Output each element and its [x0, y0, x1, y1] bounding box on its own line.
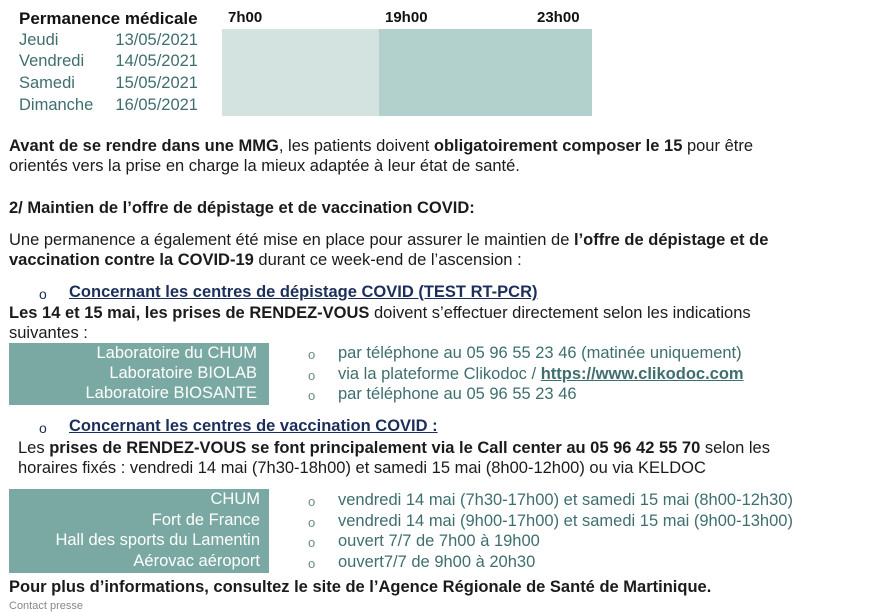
center-info: ouvert7/7 de 9h00 à 20h30	[338, 553, 536, 571]
lab-name: Laboratoire BIOLAB	[109, 364, 257, 382]
depistage-text: doivent s’effectuer directement selon les indications	[369, 304, 751, 322]
center-info: vendredi 14 mai (7h30-17h00) et samedi 15 mai (8h00-12h30)	[338, 491, 793, 509]
center-info: ouvert 7/7 de 7h00 à 19h00	[338, 532, 540, 550]
section-2-line-2	[9, 250, 522, 270]
schedule-date: 14/05/2021	[115, 52, 198, 70]
intro-bold-mmg: Avant de se rendre dans une MMG	[9, 137, 279, 155]
schedule-slot-evening	[379, 29, 592, 116]
section-2-line-1	[9, 230, 768, 250]
sub-bullet-icon: o	[308, 556, 316, 571]
hour-label-7h: 7h00	[228, 9, 263, 26]
schedule-day: Jeudi	[19, 31, 59, 49]
lab-name: Laboratoire BIOSANTE	[85, 384, 257, 402]
sub-bullet-icon: o	[308, 494, 316, 509]
lab-info: par téléphone au 05 96 55 23 46 (matinée uniquement)	[338, 344, 742, 362]
sub-bullet-icon: o	[308, 515, 316, 530]
lab-name: Laboratoire du CHUM	[96, 344, 257, 362]
intro-text: pour être	[682, 137, 753, 155]
bullet-icon: o	[39, 286, 47, 302]
schedule-day: Dimanche	[19, 96, 94, 114]
depistage-line-2: suivantes :	[9, 324, 88, 342]
schedule-title: Permanence médicale	[19, 9, 198, 28]
lab-info-text: via la plateforme Clikodoc /	[338, 365, 541, 383]
center-info: vendredi 14 mai (9h00-17h00) et samedi 15 mai (9h00-13h00)	[338, 512, 793, 530]
center-name: Hall des sports du Lamentin	[55, 531, 260, 549]
footer-info: Pour plus d’informations, consultez le site de l’Agence Régionale de Santé de Martinique.	[9, 578, 712, 596]
intro-text: , les patients doivent	[278, 137, 434, 155]
clikodoc-link[interactable]: https://www.clikodoc.com	[540, 365, 744, 383]
footer-contact-presse: Contact presse	[9, 600, 83, 612]
hour-label-23h: 23h00	[537, 9, 580, 26]
intro-line-2: orientés vers la prise en charge la mieux adaptée à leur état de santé.	[9, 157, 520, 175]
schedule-day: Vendredi	[19, 52, 85, 70]
vaccination-line-1	[18, 438, 770, 458]
depistage-line-1	[9, 303, 751, 323]
sub-bullet-icon: o	[308, 388, 316, 403]
schedule-date: 16/05/2021	[115, 96, 198, 114]
depistage-heading: Concernant les centres de dépistage COVID (TEST RT-PCR)	[69, 283, 538, 301]
vaccination-bold: prises de RENDEZ-VOUS se font principalement via le Call center au 05 96 42 55 70	[49, 439, 701, 457]
lab-info	[338, 365, 744, 384]
center-name: CHUM	[210, 490, 260, 508]
bullet-icon: o	[39, 420, 47, 436]
depistage-bold-rdv: RENDEZ-VOUS	[249, 304, 370, 322]
section-2-text: durant ce week-end de l’ascension :	[253, 251, 522, 269]
intro-bold-15: obligatoirement composer le 15	[433, 137, 683, 155]
sub-bullet-icon: o	[308, 368, 316, 383]
section-2-heading: 2/ Maintien de l’offre de dépistage et de vaccination COVID:	[9, 199, 475, 217]
section-2-text: Une permanence a également été mise en place pour assurer le maintien de	[9, 231, 574, 249]
hour-label-19h: 19h00	[385, 9, 428, 26]
schedule-slot-day	[222, 29, 379, 116]
center-name: Fort de France	[151, 511, 260, 529]
vaccination-heading: Concernant les centres de vaccination COVID :	[69, 417, 438, 435]
center-name: Aérovac aéroport	[133, 552, 260, 570]
sub-bullet-icon: o	[308, 535, 316, 550]
intro-line-1	[9, 136, 753, 156]
schedule-date: 15/05/2021	[115, 74, 198, 92]
sub-bullet-icon: o	[308, 347, 316, 362]
vaccination-line-2: horaires fixés : vendredi 14 mai (7h30-18h00) et samedi 15 mai (8h00-12h00) ou via KELDOC	[18, 459, 706, 477]
vaccination-text: selon les	[700, 439, 770, 457]
lab-info: par téléphone au 05 96 55 23 46	[338, 385, 577, 403]
schedule-date: 13/05/2021	[115, 31, 198, 49]
schedule-day: Samedi	[19, 74, 75, 92]
section-2-bold: l’offre de dépistage et de	[574, 231, 769, 249]
section-2-bold: vaccination contre la COVID-19	[9, 251, 254, 269]
vaccination-text: Les	[18, 439, 50, 457]
depistage-bold: Les 14 et 15 mai, les prises de	[9, 304, 250, 322]
